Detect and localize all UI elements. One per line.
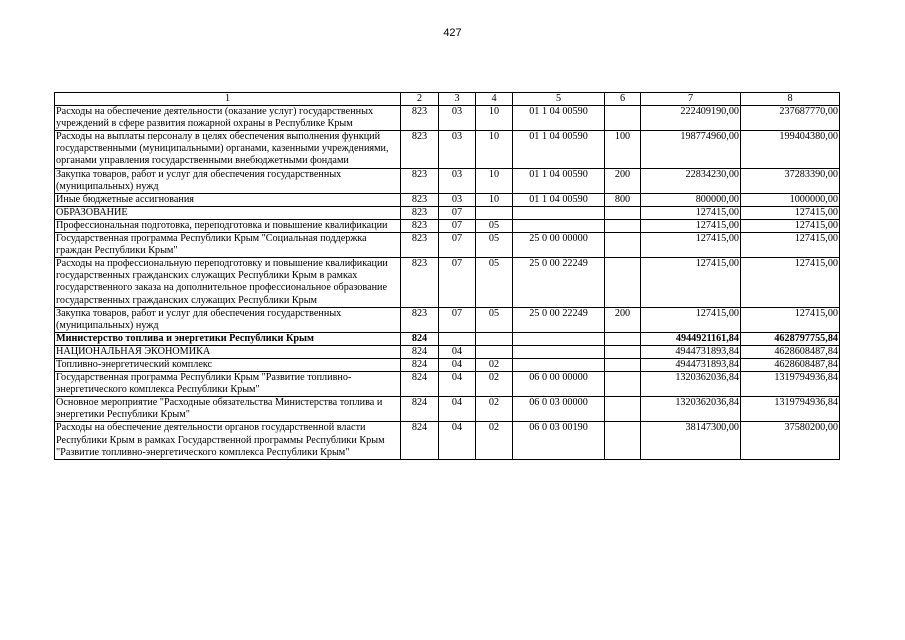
row-code-subsection: 10 bbox=[476, 168, 513, 193]
row-code-section: 03 bbox=[439, 106, 476, 131]
row-name: Закупка товаров, работ и услуг для обеспечения государственных (муниципальных) нужд bbox=[55, 307, 401, 332]
table-row bbox=[55, 168, 840, 193]
row-amount-year-2: 127415,00 bbox=[741, 233, 840, 258]
row-name: Министерство топлива и энергетики Республики Крым bbox=[55, 332, 401, 345]
row-code-target bbox=[513, 332, 605, 345]
row-code-target bbox=[513, 358, 605, 371]
row-amount-year-2: 127415,00 bbox=[741, 219, 840, 232]
row-name: Топливно-энергетический комплекс bbox=[55, 358, 401, 371]
row-amount-year-1: 4944921161,84 bbox=[641, 332, 741, 345]
row-amount-year-1: 222409190,00 bbox=[641, 106, 741, 131]
row-name: Иные бюджетные ассигнования bbox=[55, 193, 401, 206]
column-header: 5 bbox=[513, 93, 605, 106]
table-row bbox=[55, 372, 840, 397]
row-code-section: 07 bbox=[439, 219, 476, 232]
row-code-admin: 823 bbox=[401, 193, 439, 206]
row-code-target: 06 0 00 00000 bbox=[513, 372, 605, 397]
row-amount-year-2: 1319794936,84 bbox=[741, 397, 840, 422]
row-code-expense-type bbox=[605, 422, 641, 459]
row-code-section: 03 bbox=[439, 168, 476, 193]
row-amount-year-2: 199404380,00 bbox=[741, 131, 840, 168]
row-amount-year-1: 198774960,00 bbox=[641, 131, 741, 168]
row-amount-year-1: 1320362036,84 bbox=[641, 372, 741, 397]
table-row bbox=[55, 307, 840, 332]
row-code-admin: 824 bbox=[401, 372, 439, 397]
table-row bbox=[55, 332, 840, 345]
table-row bbox=[55, 106, 840, 131]
row-amount-year-2: 4628608487,84 bbox=[741, 345, 840, 358]
row-name: Закупка товаров, работ и услуг для обеспечения государственных (муниципальных) нужд bbox=[55, 168, 401, 193]
row-code-expense-type bbox=[605, 258, 641, 307]
row-code-admin: 823 bbox=[401, 233, 439, 258]
row-code-target: 06 0 03 00190 bbox=[513, 422, 605, 459]
column-header: 6 bbox=[605, 93, 641, 106]
row-amount-year-2: 1319794936,84 bbox=[741, 372, 840, 397]
row-amount-year-2: 127415,00 bbox=[741, 206, 840, 219]
row-code-section: 04 bbox=[439, 345, 476, 358]
row-code-subsection: 02 bbox=[476, 397, 513, 422]
row-code-subsection: 02 bbox=[476, 358, 513, 371]
row-code-expense-type bbox=[605, 233, 641, 258]
table-header bbox=[55, 93, 840, 106]
row-amount-year-1: 38147300,00 bbox=[641, 422, 741, 459]
row-code-expense-type bbox=[605, 372, 641, 397]
table-row bbox=[55, 345, 840, 358]
row-name: Расходы на профессиональную переподготовку и повышение квалификации государственных гражданских служащих Республики Крым в рамках государственного заказа на дополнительное профессиональное образование государственных гражданских служащих Республики Крым bbox=[55, 258, 401, 307]
row-code-subsection: 02 bbox=[476, 372, 513, 397]
row-code-subsection: 05 bbox=[476, 307, 513, 332]
row-code-admin: 823 bbox=[401, 219, 439, 232]
row-code-target bbox=[513, 206, 605, 219]
column-header: 7 bbox=[641, 93, 741, 106]
table-row bbox=[55, 233, 840, 258]
row-amount-year-1: 1320362036,84 bbox=[641, 397, 741, 422]
table-row bbox=[55, 258, 840, 307]
row-amount-year-1: 800000,00 bbox=[641, 193, 741, 206]
row-code-subsection: 10 bbox=[476, 193, 513, 206]
row-code-expense-type bbox=[605, 397, 641, 422]
column-header: 8 bbox=[741, 93, 840, 106]
row-code-subsection: 05 bbox=[476, 219, 513, 232]
row-name: ОБРАЗОВАНИЕ bbox=[55, 206, 401, 219]
column-header: 2 bbox=[401, 93, 439, 106]
row-code-subsection bbox=[476, 345, 513, 358]
row-amount-year-1: 127415,00 bbox=[641, 258, 741, 307]
row-code-target: 25 0 00 22249 bbox=[513, 258, 605, 307]
row-amount-year-2: 37283390,00 bbox=[741, 168, 840, 193]
row-code-section: 04 bbox=[439, 422, 476, 459]
row-code-subsection: 05 bbox=[476, 258, 513, 307]
column-header: 3 bbox=[439, 93, 476, 106]
row-code-section: 03 bbox=[439, 193, 476, 206]
table-row bbox=[55, 422, 840, 459]
row-amount-year-1: 127415,00 bbox=[641, 206, 741, 219]
row-name: Расходы на обеспечение деятельности органов государственной власти Республики Крым в рамках Государственной программы Республики Крым "Развитие топливно-энергетического комплекса Республики Крым" bbox=[55, 422, 401, 459]
page-number: 427 bbox=[443, 27, 462, 39]
row-code-subsection: 05 bbox=[476, 233, 513, 258]
row-code-admin: 823 bbox=[401, 131, 439, 168]
table-body bbox=[55, 106, 840, 460]
row-code-expense-type: 200 bbox=[605, 168, 641, 193]
row-code-expense-type: 800 bbox=[605, 193, 641, 206]
row-code-target: 01 1 04 00590 bbox=[513, 168, 605, 193]
row-code-admin: 824 bbox=[401, 332, 439, 345]
row-code-subsection: 10 bbox=[476, 106, 513, 131]
row-code-expense-type: 100 bbox=[605, 131, 641, 168]
row-code-section: 03 bbox=[439, 131, 476, 168]
row-code-target: 25 0 00 22249 bbox=[513, 307, 605, 332]
row-code-subsection: 02 bbox=[476, 422, 513, 459]
row-code-expense-type bbox=[605, 106, 641, 131]
row-code-expense-type bbox=[605, 345, 641, 358]
row-code-admin: 823 bbox=[401, 258, 439, 307]
row-amount-year-1: 4944731893,84 bbox=[641, 358, 741, 371]
row-code-target bbox=[513, 219, 605, 232]
row-amount-year-1: 22834230,00 bbox=[641, 168, 741, 193]
row-code-admin: 824 bbox=[401, 358, 439, 371]
row-code-target: 01 1 04 00590 bbox=[513, 193, 605, 206]
row-code-section: 07 bbox=[439, 233, 476, 258]
row-code-target: 01 1 04 00590 bbox=[513, 131, 605, 168]
row-amount-year-2: 4628797755,84 bbox=[741, 332, 840, 345]
table-row bbox=[55, 358, 840, 371]
row-name: Профессиональная подготовка, переподготовка и повышение квалификации bbox=[55, 219, 401, 232]
row-code-section bbox=[439, 332, 476, 345]
row-name: Основное мероприятие "Расходные обязательства Министерства топлива и энергетики Республики Крым" bbox=[55, 397, 401, 422]
row-code-section: 04 bbox=[439, 358, 476, 371]
column-header: 1 bbox=[55, 93, 401, 106]
row-code-target bbox=[513, 345, 605, 358]
row-code-admin: 823 bbox=[401, 106, 439, 131]
row-amount-year-2: 37580200,00 bbox=[741, 422, 840, 459]
row-amount-year-1: 127415,00 bbox=[641, 219, 741, 232]
row-code-section: 04 bbox=[439, 397, 476, 422]
row-code-target: 25 0 00 00000 bbox=[513, 233, 605, 258]
row-code-subsection: 10 bbox=[476, 131, 513, 168]
row-name: Государственная программа Республики Крым "Развитие топливно-энергетического комплекса Республики Крым" bbox=[55, 372, 401, 397]
table-row bbox=[55, 193, 840, 206]
table-row bbox=[55, 131, 840, 168]
row-code-expense-type bbox=[605, 358, 641, 371]
row-code-expense-type: 200 bbox=[605, 307, 641, 332]
table-row bbox=[55, 219, 840, 232]
row-code-admin: 823 bbox=[401, 307, 439, 332]
table-row bbox=[55, 206, 840, 219]
table-row bbox=[55, 397, 840, 422]
row-name: Расходы на выплаты персоналу в целях обеспечения выполнения функций государственными (муниципальными) органами, казенными учреждениями, органами управления государственными внебюджетными фондами bbox=[55, 131, 401, 168]
row-amount-year-1: 127415,00 bbox=[641, 233, 741, 258]
row-amount-year-2: 1000000,00 bbox=[741, 193, 840, 206]
row-code-admin: 824 bbox=[401, 397, 439, 422]
row-name: Государственная программа Республики Крым "Социальная поддержка граждан Республики Крым" bbox=[55, 233, 401, 258]
row-code-admin: 824 bbox=[401, 345, 439, 358]
row-code-section: 07 bbox=[439, 206, 476, 219]
row-code-target: 01 1 04 00590 bbox=[513, 106, 605, 131]
row-amount-year-2: 127415,00 bbox=[741, 258, 840, 307]
row-code-expense-type bbox=[605, 332, 641, 345]
row-code-section: 07 bbox=[439, 307, 476, 332]
row-amount-year-2: 127415,00 bbox=[741, 307, 840, 332]
row-code-admin: 823 bbox=[401, 168, 439, 193]
row-code-section: 07 bbox=[439, 258, 476, 307]
row-code-target: 06 0 03 00000 bbox=[513, 397, 605, 422]
row-code-subsection bbox=[476, 332, 513, 345]
row-code-expense-type bbox=[605, 219, 641, 232]
row-amount-year-1: 4944731893,84 bbox=[641, 345, 741, 358]
row-code-section: 04 bbox=[439, 372, 476, 397]
row-code-admin: 824 bbox=[401, 422, 439, 459]
row-name: Расходы на обеспечение деятельности (оказание услуг) государственных учреждений в сфере развития пожарной охраны в Республике Крым bbox=[55, 106, 401, 131]
row-code-subsection bbox=[476, 206, 513, 219]
row-amount-year-2: 237687770,00 bbox=[741, 106, 840, 131]
budget-table bbox=[54, 92, 840, 460]
row-code-admin: 823 bbox=[401, 206, 439, 219]
row-amount-year-2: 4628608487,84 bbox=[741, 358, 840, 371]
row-code-expense-type bbox=[605, 206, 641, 219]
column-header: 4 bbox=[476, 93, 513, 106]
row-amount-year-1: 127415,00 bbox=[641, 307, 741, 332]
row-name: НАЦИОНАЛЬНАЯ ЭКОНОМИКА bbox=[55, 345, 401, 358]
